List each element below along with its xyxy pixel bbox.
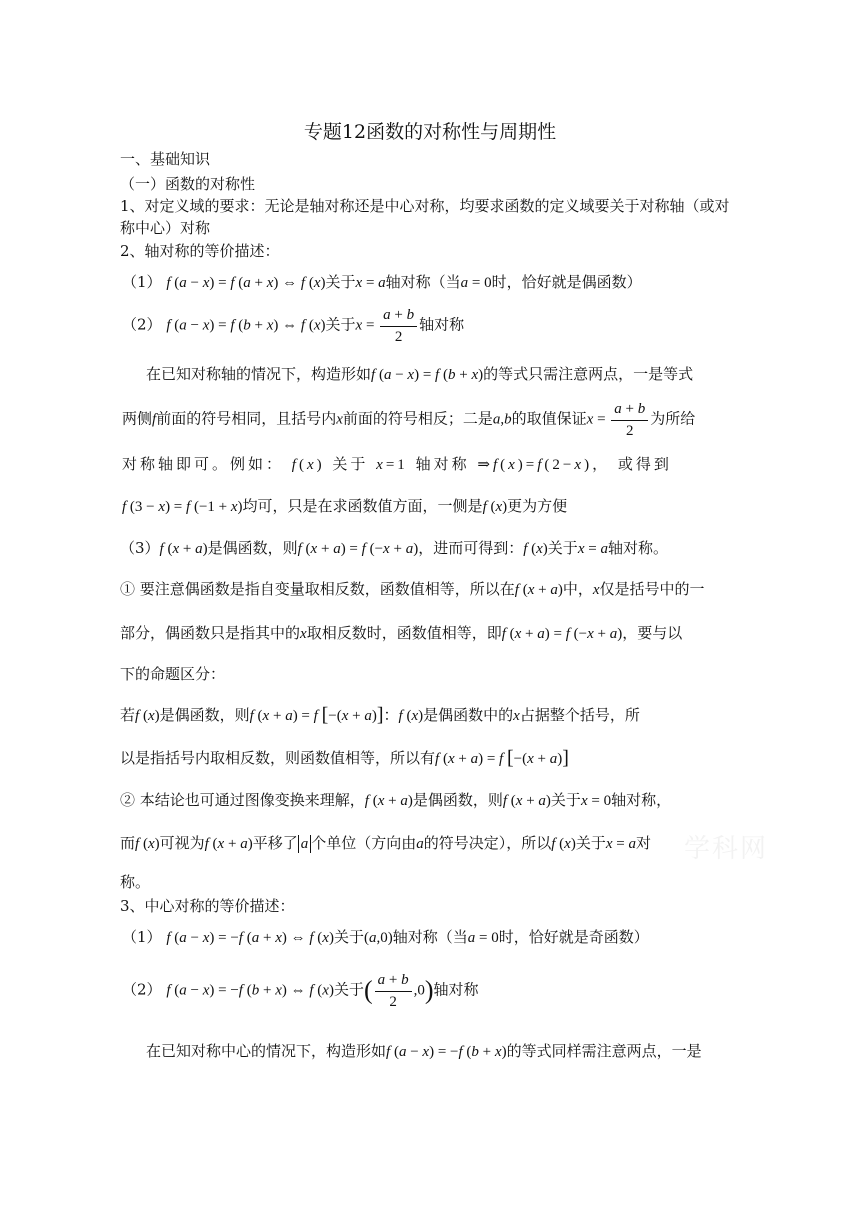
subsection-heading: （一）函数的对称性 xyxy=(120,175,256,193)
paragraph-line: 而f (x)可视为f (x + a)平移了 a 个单位（方向由a的符号决定），所以f (x)关于x = a对 xyxy=(120,834,651,852)
fraction: $\frac{a + b}{2}$ xyxy=(380,306,417,345)
paragraph-line: ② 本结论也可通过图像变换来理解，f (x + a)是偶函数，则f (x + a)关于x = 0轴对称， xyxy=(120,791,672,809)
paragraph-line: 对称轴即可。例如： f(x) 关于 x=1 轴对称 ⇒f(x)=f(2−x)， 或得到 xyxy=(122,455,672,473)
paragraph-line: f (3 − x) = f (−1 + x)均可，只是在求函数值方面，一侧是f (x)更为方便 xyxy=(122,497,568,515)
formula-line: （2） f (a − x) = −f (b + x) ⇔ f (x)关于( $\frac{a + b}{2}$ ,0)轴对称 xyxy=(122,972,479,1010)
formula-line: （2） f (a − x) = f (b + x) ⇔ f (x)关于x = $\frac{a + b}{2}$ 轴对称 xyxy=(122,307,465,345)
paragraph-line: 称中心）对称 xyxy=(120,219,211,237)
fraction: $\frac{a + b}{2}$ xyxy=(611,400,648,439)
point-heading: 2、轴对称的等价描述： xyxy=(120,242,280,260)
paragraph-line: 下的命题区分： xyxy=(120,665,226,683)
paragraph-line: 以是指括号内取相反数，则函数值相等，所以有f (x + a) = f [−(x + a)] xyxy=(120,747,569,769)
formula-line: （1） f (a − x) = −f (a + x) ⇔ f (x)关于(a,0)轴对称（当a = 0时，恰好就是奇函数） xyxy=(122,928,649,946)
paragraph-line: 两侧f前面的符号相同，且括号内x前面的符号相反；二是a,b的取值保证x = $\frac{a + b}{2}$ 为所给 xyxy=(122,401,696,439)
page-title: 专题12函数的对称性与周期性 xyxy=(303,121,557,143)
paragraph-line: ① 要注意偶函数是指自变量取相反数，函数值相等，所以在f (x + a)中，x仅是括号中的一 xyxy=(120,580,705,598)
paragraph-line: 若f (x)是偶函数，则f (x + a) = f [−(x + a)]：f (x)是偶函数中的x占据整个括号，所 xyxy=(120,704,640,726)
paragraph-line: 在已知对称中心的情况下，构造形如f (a − x) = −f (b + x)的等式同样需注意两点，一是 xyxy=(146,1042,702,1060)
formula-line: （3）f (x + a)是偶函数，则f (x + a) = f (−x + a)，进而可得到：f (x)关于x = a轴对称。 xyxy=(120,539,668,557)
watermark-logo: 学科网 xyxy=(684,834,769,864)
paragraph-line: 称。 xyxy=(120,873,151,891)
paragraph-line: 1、对定义域的要求：无论是轴对称还是中心对称，均要求函数的定义域要关于对称轴（或对 xyxy=(120,197,730,215)
paragraph-line: 在已知对称轴的情况下，构造形如f (a − x) = f (b + x)的等式只需注意两点，一是等式 xyxy=(146,365,694,383)
formula-line: （1） f (a − x) = f (a + x) ⇔ f (x)关于x = a轴对称（当a = 0时，恰好就是偶函数） xyxy=(122,273,642,291)
fraction: $\frac{a + b}{2}$ xyxy=(375,971,412,1010)
point-heading: 3、中心对称的等价描述： xyxy=(120,897,295,915)
paragraph-line: 部分，偶函数只是指其中的x取相反数时，函数值相等，即f (x + a) = f (−x + a)，要与以 xyxy=(120,624,683,642)
section-heading: 一、基础知识 xyxy=(120,150,211,168)
